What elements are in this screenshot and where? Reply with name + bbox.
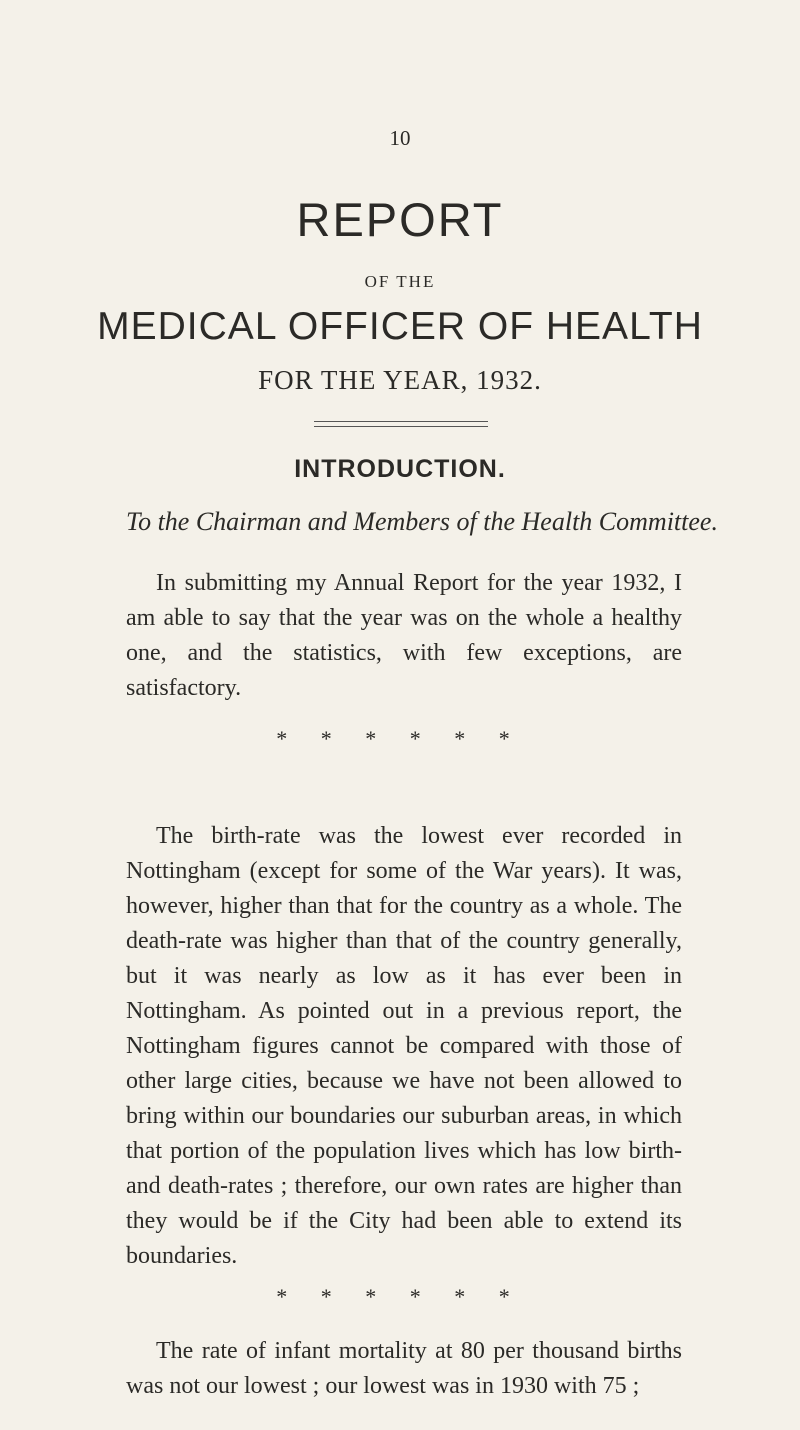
paragraph-birth-death-rates: The birth-rate was the lowest ever recorded in Nottingham (except for some of the War years). It was, however, higher than that for the country as a whole. The death-rate was higher than that of the country generally, but it was nearly as low as it has ever been in Nottingham. As pointed out in a previous report, the Nottingham figures cannot be compared with those of other large cities, because we have not been allowed to bring within our boundaries our suburban areas, in which that portion of the population lives which has low birth-and death-rates ; therefore, our own rates are higher than they would be if the City had been able to extend its boundaries.: [126, 823, 682, 1269]
report-subtitle: MEDICAL OFFICER OF HEALTH: [97, 305, 703, 348]
double-rule-divider: [314, 421, 488, 427]
page-number: 10: [389, 126, 411, 150]
paragraph-infant-mortality: The rate of infant mortality at 80 per thousand births was not our lowest ; our lowest was in 1930 with 75 ;: [126, 1338, 682, 1399]
salutation: To the Chairman and Members of the Health Committee.: [126, 507, 718, 536]
asterisk-separator: * * * * * *: [276, 1284, 524, 1309]
paragraph-intro: In submitting my Annual Report for the year 1932, I am able to say that the year was on the whole a healthy one, and the statistics, with few exceptions, are satisfactory.: [126, 570, 682, 701]
section-heading: INTRODUCTION.: [294, 455, 506, 483]
report-title-connector: OF THE: [364, 272, 436, 291]
report-year-line: FOR THE YEAR, 1932.: [258, 365, 542, 395]
report-title: REPORT: [296, 193, 504, 246]
asterisk-separator: * * * * * *: [276, 726, 524, 751]
